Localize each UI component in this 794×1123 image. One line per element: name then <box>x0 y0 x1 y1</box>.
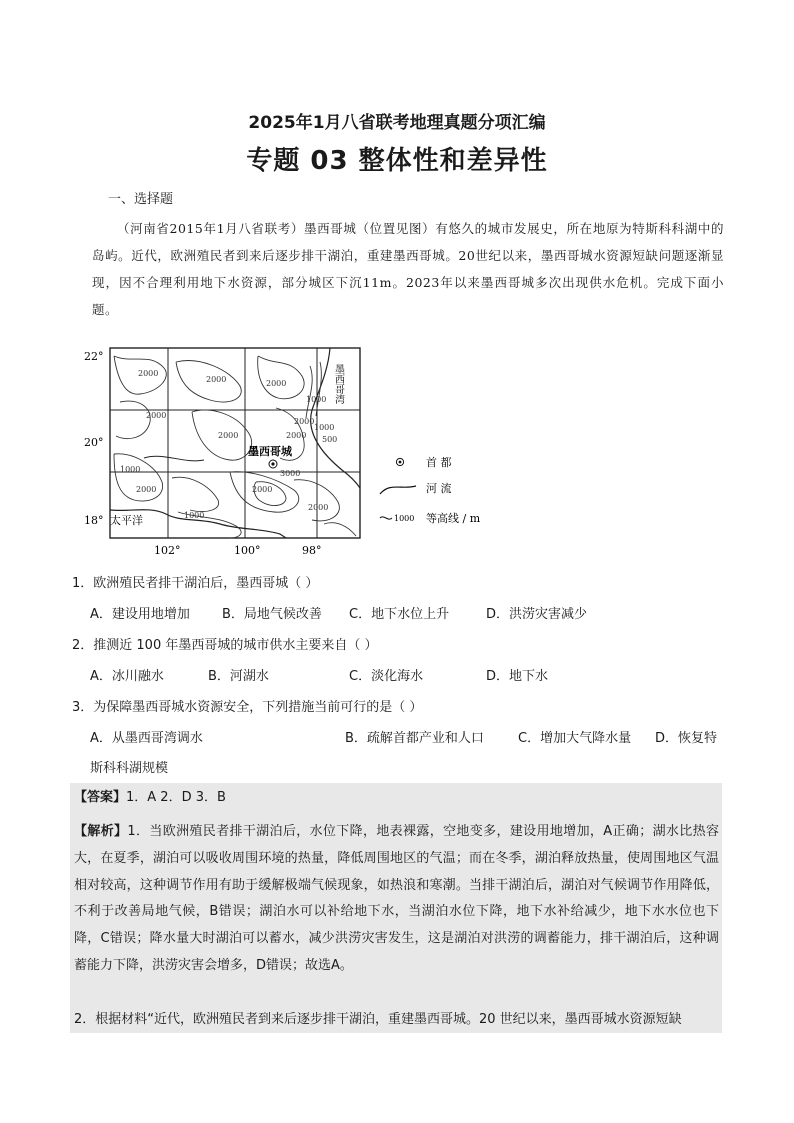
analysis-paragraph-1 <box>74 819 719 980</box>
legend-river-icon <box>380 486 416 494</box>
q1-option-b[interactable]: B．局地气候改善 <box>222 607 322 622</box>
contour-label: 2000 <box>286 431 307 440</box>
q3-option-a[interactable]: A．从墨西哥湾调水 <box>90 731 203 746</box>
lon-label: 98° <box>302 544 322 557</box>
contour-label: 1000 <box>306 395 327 404</box>
gulf-label: 墨西哥湾 <box>332 364 344 404</box>
contour-label: 2000 <box>138 369 159 378</box>
legend-contour-label: 等高线 / m <box>426 512 481 525</box>
ocean-label: 太平洋 <box>110 514 143 527</box>
contour-label: 2000 <box>136 485 157 494</box>
analysis-paragraph-2: 2．根据材料“近代，欧洲殖民者到来后逐步排干湖泊，重建墨西哥城。20 世纪以来，墨西哥城水资源短缺 <box>74 1012 682 1027</box>
q1-option-d[interactable]: D．洪涝灾害减少 <box>486 607 588 622</box>
document-title: 专题 03 整体性和差异性 <box>246 146 548 176</box>
material-paragraph: （河南省2015年1月八省联考）墨西哥城（位置见图）有悠久的城市发展史，所在地原为特斯科科湖中的岛屿。近代，欧洲殖民者到来后逐步排干湖泊，重建墨西哥城。20世纪以来，墨西哥城水资源短缺问题逐渐显现，因不合理利用地下水资源，部分城区下沉11m。2023年以来墨西哥城多次出现供水危机。完成下面小题。 <box>92 221 724 317</box>
legend-contour-icon <box>380 517 392 519</box>
legend-capital-label: 首 都 <box>426 456 452 469</box>
answer-text: 1．A 2．D 3．B <box>126 790 226 805</box>
q3-option-c[interactable]: C．增加大气降水量 <box>518 731 632 746</box>
contour-label: 2000 <box>146 411 167 420</box>
contour-label: 2000 <box>266 379 287 388</box>
q1-option-c[interactable]: C．地下水位上升 <box>349 607 450 622</box>
q2-option-b[interactable]: B．河湖水 <box>208 669 269 684</box>
analysis-tag: 【解析】 <box>74 824 128 839</box>
mexico-city-map <box>80 342 520 560</box>
legend-contour-sample: 1000 <box>394 514 415 523</box>
q2-option-c[interactable]: C．淡化海水 <box>349 669 424 684</box>
question-3-stem: 3．为保障墨西哥城水资源安全，下列措施当前可行的是（ ） <box>72 700 423 715</box>
lon-label: 100° <box>234 544 261 557</box>
analysis-text-1: 1．当欧洲殖民者排干湖泊后，水位下降，地表裸露，空地变多，建设用地增加，A正确；湖水比热容大，在夏季，湖泊可以吸收周围环境的热量，降低周围地区的气温；而在冬季，湖泊释放热量，使周围地区气温相对较高，这种调节作用有助于缓解极端气候现象，如热浪和寒潮。当排干湖泊后，湖泊对气候调节作用降低，不利于改善局地气候，B错误；湖泊水可以补给地下水，当湖泊水位下降，地下水补给减少，地下水水位也下降，C错误；降水量大时湖泊可以蓄水，减少洪涝灾害发生，这是湖泊对洪涝的调蓄能力，排干湖泊后，这种调蓄能力下降，洪涝灾害会增多，D错误；故选A。 <box>74 824 719 973</box>
lat-label: 18° <box>84 514 104 527</box>
contour-label: 1000 <box>184 511 205 520</box>
contour-label: 1000 <box>314 423 335 432</box>
question-1-stem: 1．欧洲殖民者排干湖泊后，墨西哥城（ ） <box>72 576 319 591</box>
legend-capital-dot <box>399 461 402 464</box>
q2-option-d[interactable]: D．地下水 <box>486 669 549 684</box>
document-subtitle: 2025年1月八省联考地理真题分项汇编 <box>248 113 546 133</box>
section-heading: 一、选择题 <box>108 192 174 207</box>
q3-option-d-continuation: 斯科科湖规模 <box>90 761 169 776</box>
contour-label: 500 <box>322 435 338 444</box>
contour-label: 2000 <box>218 431 239 440</box>
q2-option-a[interactable]: A．冰川融水 <box>90 669 164 684</box>
capital-dot <box>271 462 274 465</box>
question-2-stem: 2．推测近 100 年墨西哥城的城市供水主要来自（ ） <box>72 638 378 653</box>
lon-label: 102° <box>154 544 181 557</box>
answer-line <box>74 788 719 808</box>
q3-option-b[interactable]: B．疏解首都产业和人口 <box>345 731 484 746</box>
contour-label: 2000 <box>252 485 273 494</box>
q3-option-d[interactable]: D．恢复特 <box>655 731 718 746</box>
lat-label: 22° <box>84 350 104 363</box>
river <box>144 456 204 461</box>
contour-label: 1000 <box>120 465 141 474</box>
contour-label: 2000 <box>294 417 315 426</box>
answer-tag: 【答案】 <box>74 790 127 805</box>
city-label: 墨西哥城 <box>248 445 292 458</box>
legend-river-label: 河 流 <box>426 482 452 495</box>
contour-label: 2000 <box>308 503 329 512</box>
lat-label: 20° <box>84 436 104 449</box>
contour-label: 3000 <box>280 469 301 478</box>
q1-option-a[interactable]: A．建设用地增加 <box>90 607 190 622</box>
contour-label: 2000 <box>206 375 227 384</box>
